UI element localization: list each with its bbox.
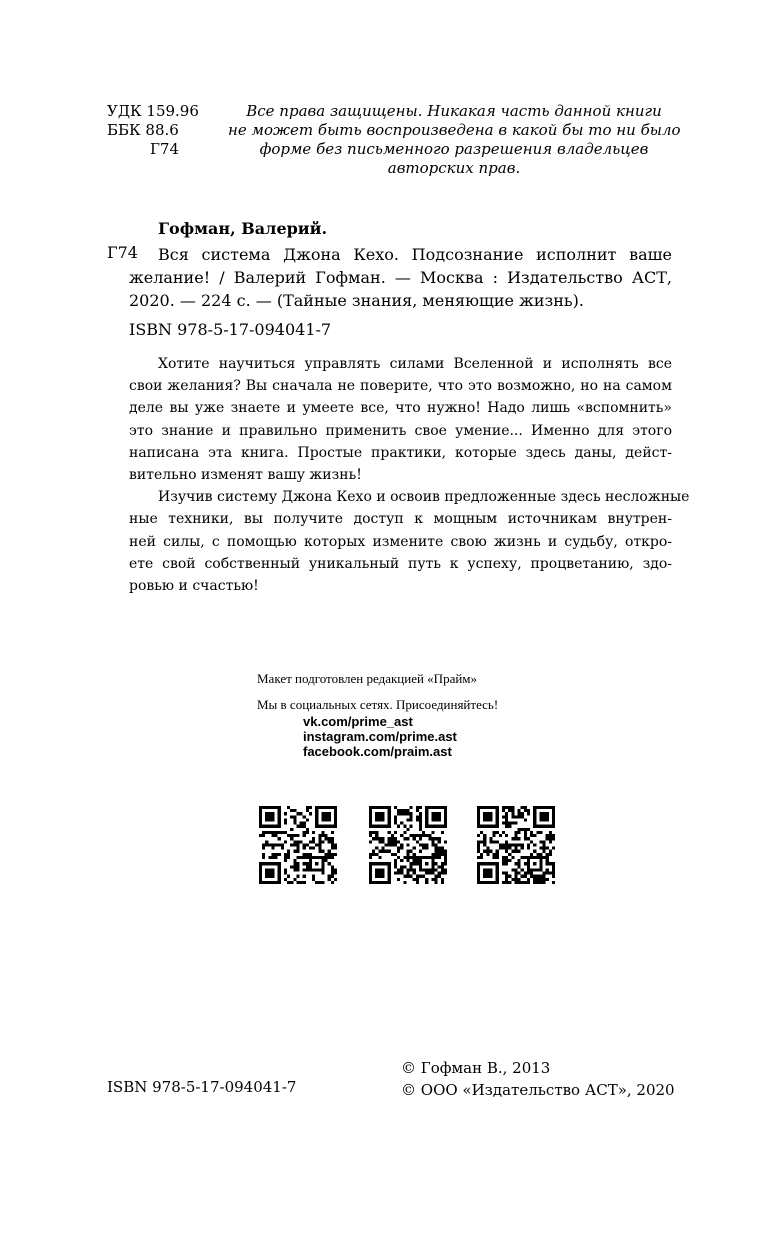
udk-code: УДК 159.96 — [107, 102, 199, 120]
rights-line: форме без письменного разрешения владельцев — [259, 140, 649, 158]
annotation-line: это знание и правильно применить свое умение... Именно для этого — [129, 422, 672, 439]
social-invite: Мы в социальных сетях. Присоединяйтесь! — [257, 697, 499, 712]
annotation-line: ней силы, с помощью которых измените свою жизнь и судьбу, откро- — [129, 533, 672, 550]
rights-line: Все права защищены. Никакая часть данной книги — [246, 102, 662, 120]
annotation-line: написана эта книга. Простые практики, которые здесь даны, дейст- — [129, 444, 672, 461]
copyright-block — [401, 1057, 675, 1101]
annotation-line: ете свой собственный уникальный путь к успеху, процветанию, здо- — [129, 555, 672, 572]
qr-code-vk[interactable] — [259, 806, 337, 884]
annotation-line: Хотите научиться управлять силами Вселенной и исполнять все — [158, 356, 672, 372]
qr-code-instagram[interactable] — [369, 806, 447, 884]
rights-line: не может быть воспроизведена в какой бы то ни было — [228, 121, 681, 139]
bibl-line: Вся система Джона Кехо. Подсознание исполнит ваше — [158, 245, 672, 264]
facebook-link[interactable]: facebook.com/praim.ast — [303, 744, 452, 759]
bibliographic-description — [129, 243, 672, 312]
side-author-mark: Г74 — [107, 243, 138, 262]
rights-notice — [228, 102, 680, 178]
editorial-credit: Макет подготовлен редакцией «Прайм» — [257, 671, 478, 686]
annotation-line: деле вы уже знаете и умеете все, что нужно! Надо лишь «вспомнить» — [129, 400, 672, 417]
social-links — [303, 714, 457, 759]
qr-code-facebook[interactable] — [477, 806, 555, 884]
author-mark: Г74 — [150, 140, 180, 158]
annotation — [129, 353, 690, 597]
bibl-line: желание! / Валерий Гофман. — Москва : Издательство АСТ, — [129, 268, 672, 287]
annotation-line: ровью и счастью! — [129, 578, 259, 595]
vk-link[interactable]: vk.com/prime_ast — [303, 714, 413, 729]
annotation-line: вительно изменят вашу жизнь! — [129, 467, 362, 484]
isbn-record: ISBN 978-5-17-094041-7 — [129, 320, 332, 339]
author-heading: Гофман, Валерий. — [158, 219, 328, 238]
annotation-line: Изучив систему Джона Кехо и освоив предложенные здесь несложные — [158, 489, 690, 506]
copyright-publisher: © ООО «Издательство АСТ», 2020 — [401, 1081, 675, 1099]
instagram-link[interactable]: instagram.com/prime.ast — [303, 729, 457, 744]
copyright-author: © Гофман В., 2013 — [401, 1059, 551, 1077]
footer-isbn: ISBN 978-5-17-094041-7 — [107, 1078, 297, 1096]
bibl-line: 2020. — 224 с. — (Тайные знания, меняющие жизнь). — [129, 291, 584, 310]
annotation-line: ные техники, вы получите доступ к мощным источникам внутрен- — [129, 511, 672, 528]
classification-codes — [107, 102, 199, 159]
annotation-line: свои желания? Вы сначала не поверите, что это возможно, но на самом — [129, 378, 672, 395]
rights-line: авторских прав. — [387, 159, 521, 177]
bbk-code: ББК 88.6 — [107, 121, 179, 139]
